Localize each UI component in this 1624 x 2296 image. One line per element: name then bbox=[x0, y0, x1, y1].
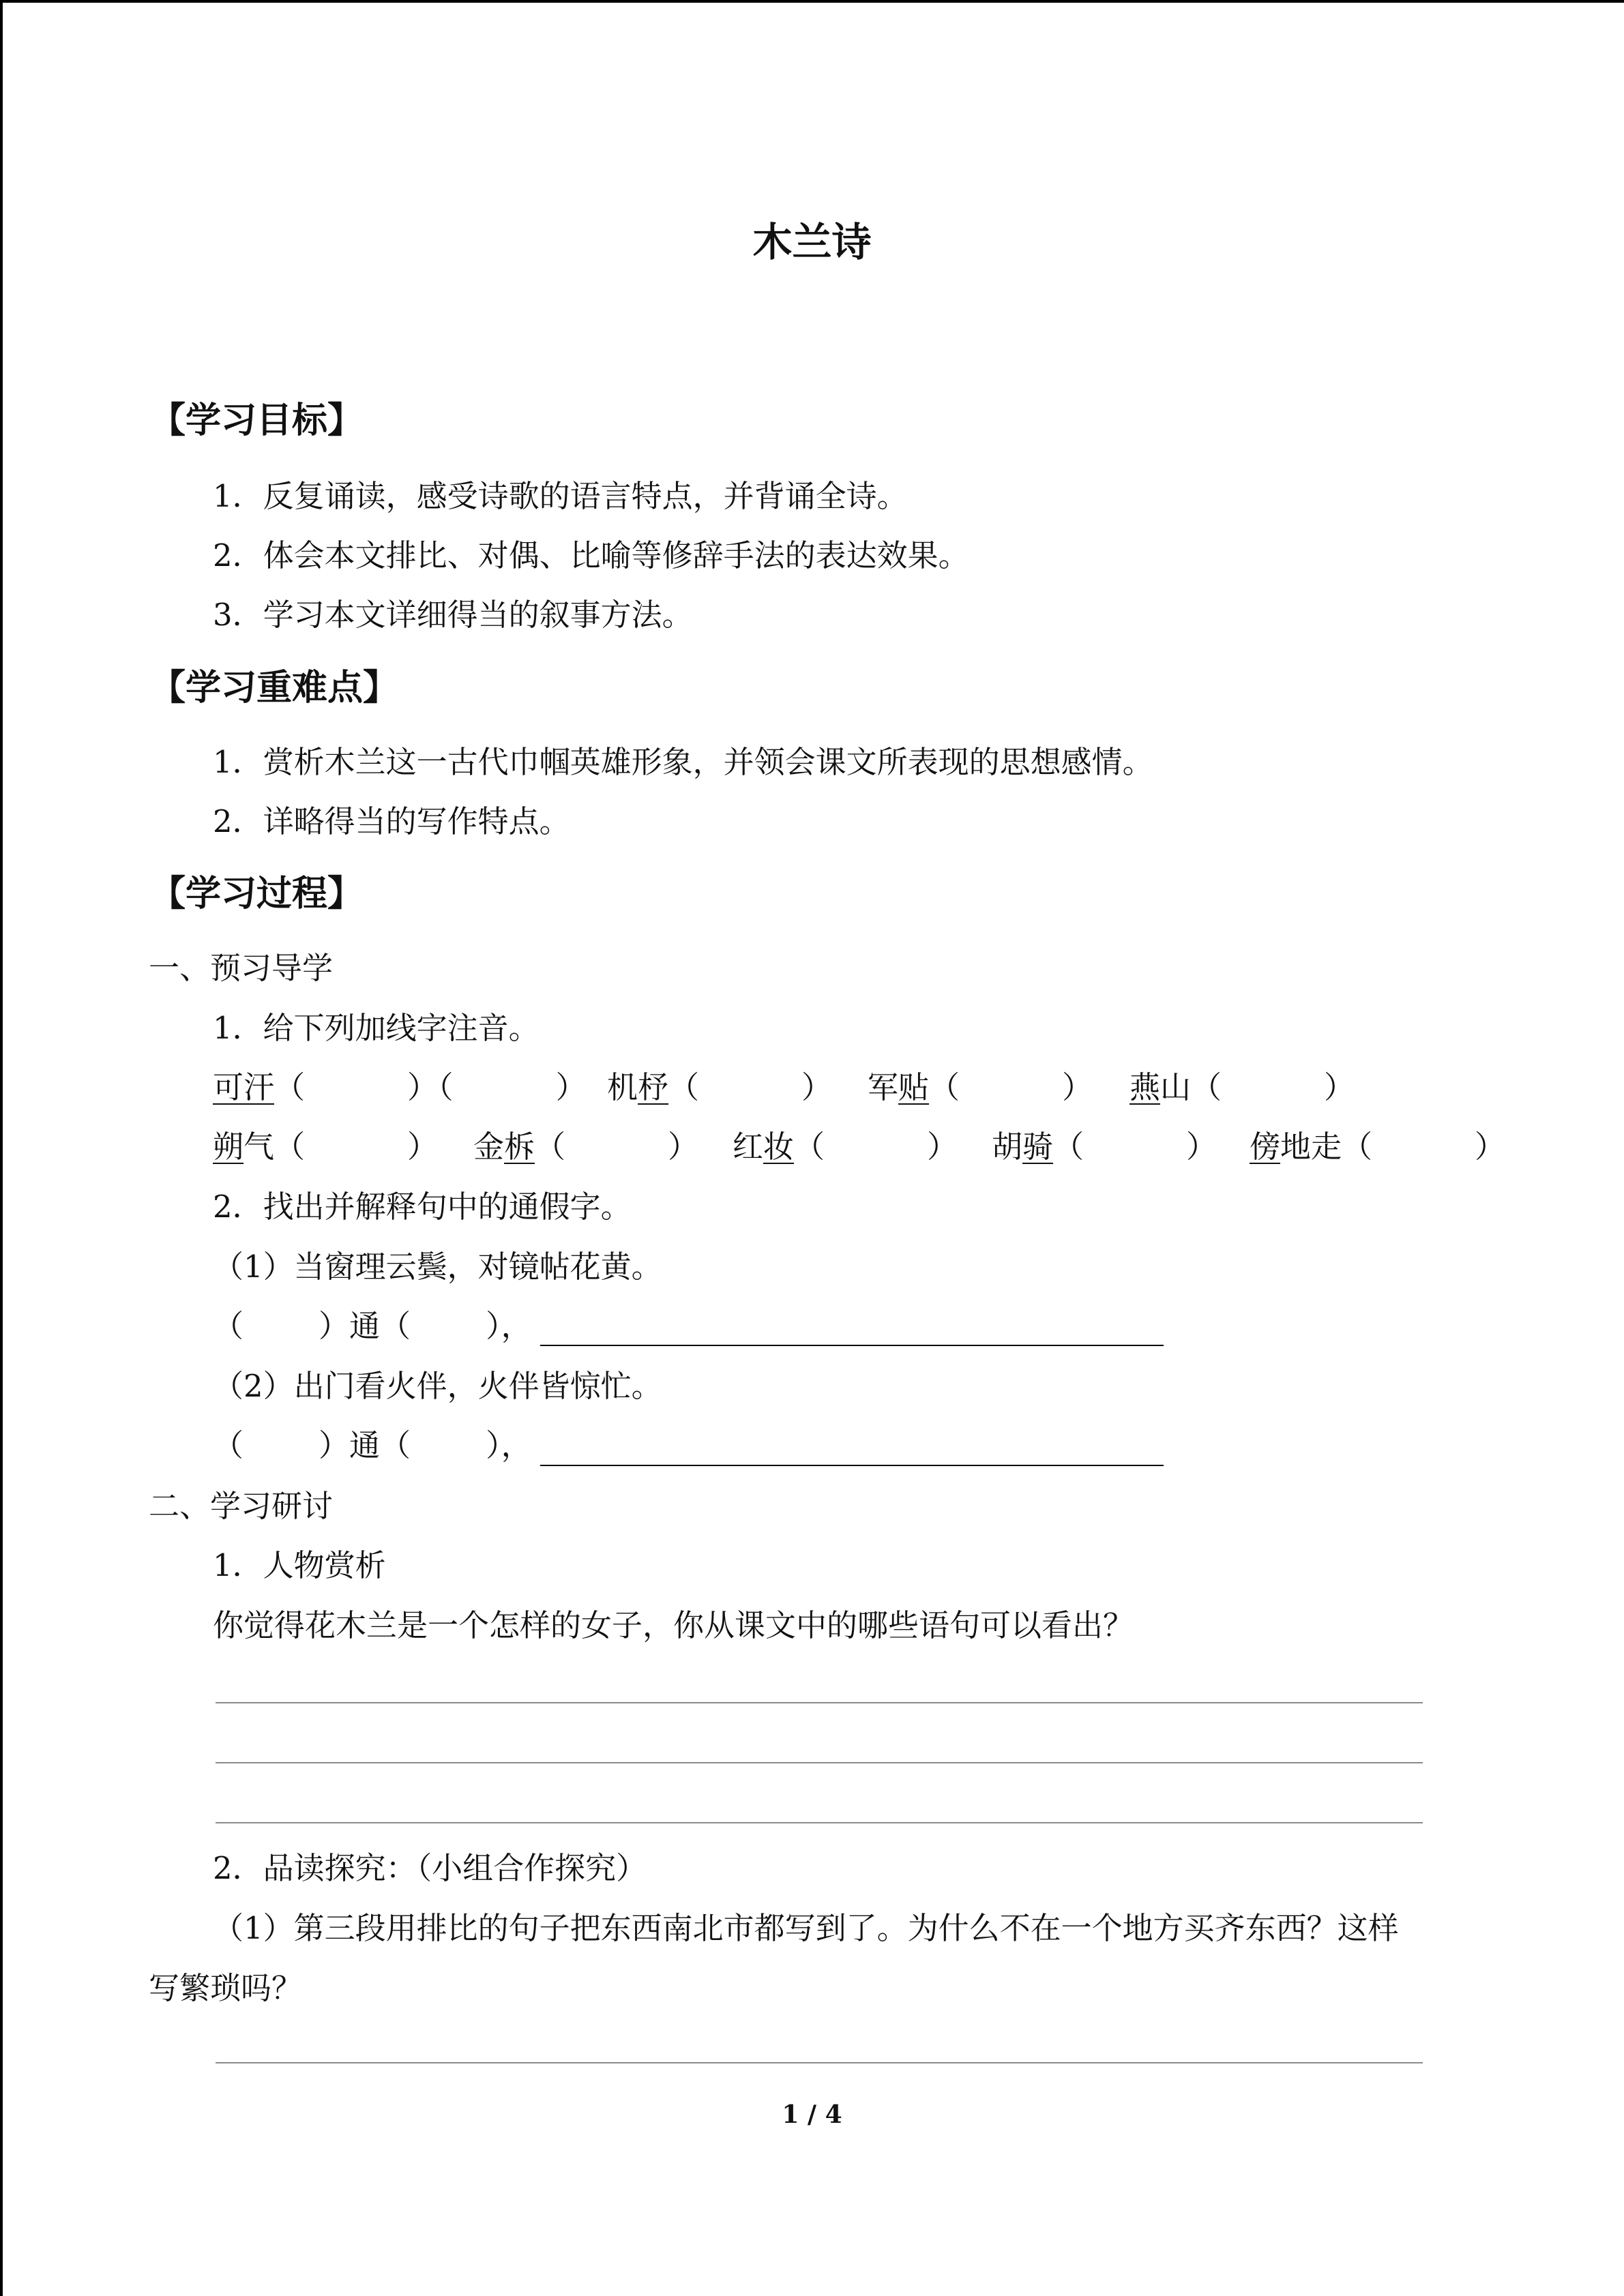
pinyin-item: 朔气（ ） bbox=[213, 1129, 439, 1165]
answer-blank[interactable] bbox=[540, 1345, 1164, 1346]
explore-question-1-cont: 写繁琐吗？ bbox=[149, 1970, 303, 2006]
answer-line[interactable] bbox=[216, 2062, 1423, 2063]
question-pinyin: 1．给下列加线字注音。 bbox=[213, 1010, 540, 1046]
pinyin-item: 胡骑（ ） bbox=[992, 1129, 1217, 1165]
answer-line[interactable] bbox=[216, 1762, 1423, 1763]
objective-item: 1．反复诵读，感受诗歌的语言特点，并背诵全诗。 bbox=[213, 478, 908, 514]
pinyin-item: 可汗（ ）（ ） bbox=[213, 1069, 587, 1105]
answer-blank[interactable] bbox=[540, 1465, 1164, 1466]
tongjia-answer-row: （ ）通（ ）， bbox=[213, 1427, 532, 1463]
pinyin-item: 红妆（ ） bbox=[733, 1129, 958, 1165]
tongjia-answer-row: （ ）通（ ）， bbox=[213, 1308, 532, 1344]
page-title: 木兰诗 bbox=[752, 219, 872, 265]
pinyin-item: 军贴（ ） bbox=[868, 1069, 1093, 1105]
question-character: 1．人物赏析 bbox=[213, 1547, 386, 1583]
answer-line[interactable] bbox=[216, 1822, 1423, 1823]
pinyin-item: 金柝（ ） bbox=[473, 1129, 699, 1165]
part-heading-discussion: 二、学习研讨 bbox=[149, 1488, 334, 1524]
question-character-prompt: 你觉得花木兰是一个怎样的女子，你从课文中的哪些语句可以看出？ bbox=[213, 1607, 1134, 1643]
sentence-2: （2）出门看火伴，火伴皆惊忙。 bbox=[213, 1368, 662, 1404]
page-border-left bbox=[0, 0, 3, 2296]
keypoint-item: 1．赏析木兰这一古代巾帼英雄形象，并领会课文所表现的思想感情。 bbox=[213, 744, 1153, 780]
pinyin-item: 傍地走（ ） bbox=[1250, 1129, 1506, 1165]
section-heading-keypoints: 【学习重难点】 bbox=[150, 667, 399, 709]
answer-line[interactable] bbox=[216, 1702, 1423, 1703]
question-explore: 2．品读探究：（小组合作探究） bbox=[213, 1850, 647, 1886]
section-heading-objectives: 【学习目标】 bbox=[150, 400, 364, 441]
page-number: 1 / 4 bbox=[782, 2100, 842, 2129]
objective-item: 2．体会本文排比、对偶、比喻等修辞手法的表达效果。 bbox=[213, 537, 969, 573]
objective-item: 3．学习本文详细得当的叙事方法。 bbox=[213, 597, 693, 633]
section-heading-process: 【学习过程】 bbox=[150, 873, 364, 914]
keypoint-item: 2．详略得当的写作特点。 bbox=[213, 803, 570, 839]
pinyin-item: 燕山（ ） bbox=[1130, 1069, 1355, 1105]
page-border-top bbox=[0, 0, 1624, 3]
part-heading-preview: 一、预习导学 bbox=[149, 950, 334, 986]
explore-question-1: （1）第三段用排比的句子把东西南北市都写到了。为什么不在一个地方买齐东西？这样 bbox=[213, 1910, 1399, 1946]
question-tongjia: 2．找出并解释句中的通假字。 bbox=[213, 1189, 632, 1225]
pinyin-item: 机杼（ ） bbox=[607, 1069, 833, 1105]
sentence-1: （1）当窗理云鬓，对镜帖花黄。 bbox=[213, 1249, 662, 1285]
